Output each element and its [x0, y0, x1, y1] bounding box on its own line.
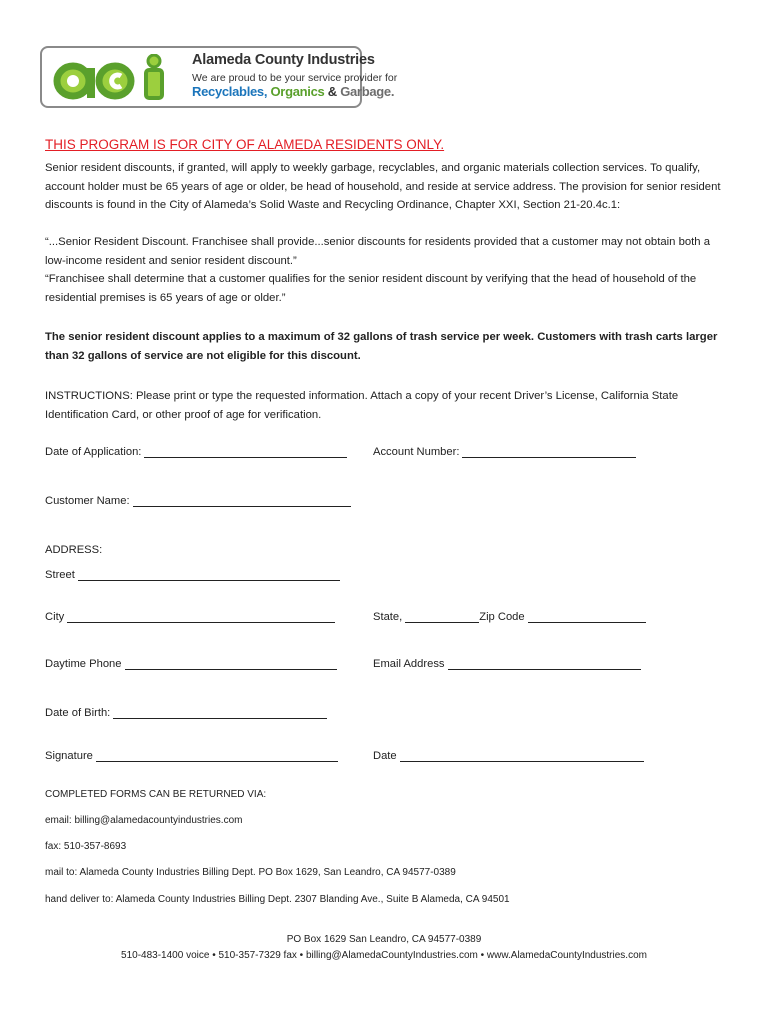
account-number-field [373, 446, 636, 458]
returns-mail: mail to: Alameda County Industries Billing Dept. PO Box 1629, San Leandro, CA 94577-0389 [45, 867, 456, 878]
quote-paragraph-1: “...Senior Resident Discount. Franchisee shall provide...senior discounts for residents provided that a customer may not obtain both a low-income resident and senior resident discount.” [45, 236, 710, 267]
quote-paragraph-2: “Franchisee shall determine that a customer qualifies for the senior resident discount by verifying that the head of household of the residential premises is 65 years of age or older.” [45, 273, 697, 304]
logo-garbage: Garbage. [340, 84, 395, 99]
daytime-phone-label: Daytime Phone [45, 658, 122, 670]
logo-services [192, 84, 394, 99]
discount-note: The senior resident discount applies to a maximum of 32 gallons of trash service per week. Customers with trash carts larger than 32 gallons of service are not eligible for this discount. [45, 331, 718, 362]
email-address-input[interactable] [448, 658, 641, 670]
program-headline: THIS PROGRAM IS FOR CITY OF ALAMEDA RESIDENTS ONLY. [45, 137, 445, 152]
daytime-phone-field [45, 658, 337, 670]
email-address-field [373, 658, 641, 670]
footer-address: PO Box 1629 San Leandro, CA 94577-0389 [286, 934, 482, 945]
address-label: ADDRESS: [45, 544, 103, 556]
signature-label: Signature [45, 750, 93, 762]
instructions: INSTRUCTIONS: Please print or type the requested information. Attach a copy of your recent Driver’s License, California State Identification Card, or other proof of age for verification. [45, 390, 679, 421]
returns-fax: fax: 510-357-8693 [45, 841, 127, 852]
state-input[interactable] [405, 611, 479, 623]
date-of-birth-label: Date of Birth: [45, 707, 111, 719]
daytime-phone-input[interactable] [125, 658, 337, 670]
account-number-label: Account Number: [373, 446, 460, 458]
signature-field [45, 750, 338, 762]
address-heading [45, 544, 102, 556]
account-number-input[interactable] [462, 446, 636, 458]
date-field [373, 750, 644, 762]
date-of-application-label: Date of Application: [45, 446, 142, 458]
footer-contact: 510-483-1400 voice • 510-357-7329 fax • billing@AlamedaCountyIndustries.com • www.AlamedaCountyIndustries.com [121, 950, 647, 961]
date-of-application-field [45, 446, 347, 458]
returns-heading: COMPLETED FORMS CAN BE RETURNED VIA: [45, 789, 267, 800]
logo-recyclables: Recyclables, [192, 84, 268, 99]
street-input[interactable] [78, 569, 340, 581]
logo-organics: Organics [270, 84, 325, 99]
city-label: City [45, 611, 65, 623]
returns-hand-deliver: hand deliver to: Alameda County Industries Billing Dept. 2307 Blanding Ave., Suite B Alameda, CA 94501 [45, 894, 510, 905]
customer-name-input[interactable] [133, 495, 351, 507]
email-address-label: Email Address [373, 658, 445, 670]
customer-name-field [45, 495, 351, 507]
zip-input[interactable] [528, 611, 646, 623]
customer-name-label: Customer Name: [45, 495, 130, 507]
street-label: Street [45, 569, 75, 581]
signature-input[interactable] [96, 750, 338, 762]
street-field [45, 569, 340, 581]
returns-email[interactable]: email: billing@alamedacountyindustries.com [45, 815, 243, 826]
state-label: State, [373, 611, 403, 623]
date-of-birth-input[interactable] [113, 707, 327, 719]
company-logo [40, 46, 398, 108]
company-name: Alameda County Industries [192, 52, 375, 68]
city-field [45, 611, 335, 623]
state-zip-field [373, 611, 646, 623]
aci-logo-mark-icon [50, 54, 180, 102]
date-label: Date [373, 750, 397, 762]
date-of-application-input[interactable] [144, 446, 347, 458]
logo-tagline: We are proud to be your service provider for [192, 72, 398, 84]
logo-amp: & [327, 84, 337, 99]
date-of-birth-field [45, 707, 327, 719]
date-input[interactable] [400, 750, 644, 762]
city-input[interactable] [67, 611, 335, 623]
intro-paragraph: Senior resident discounts, if granted, will apply to weekly garbage, recyclables, and organic materials collection services. To qualify, account holder must be 65 years of age or older, be head of household, and reside at service address. The provision for senior resident discounts is found in the City of Alameda’s Solid Waste and Recycling Ordinance, Chapter XXI, Section 21-20.4c.1: [45, 162, 721, 211]
zip-label: Zip Code [479, 611, 525, 623]
